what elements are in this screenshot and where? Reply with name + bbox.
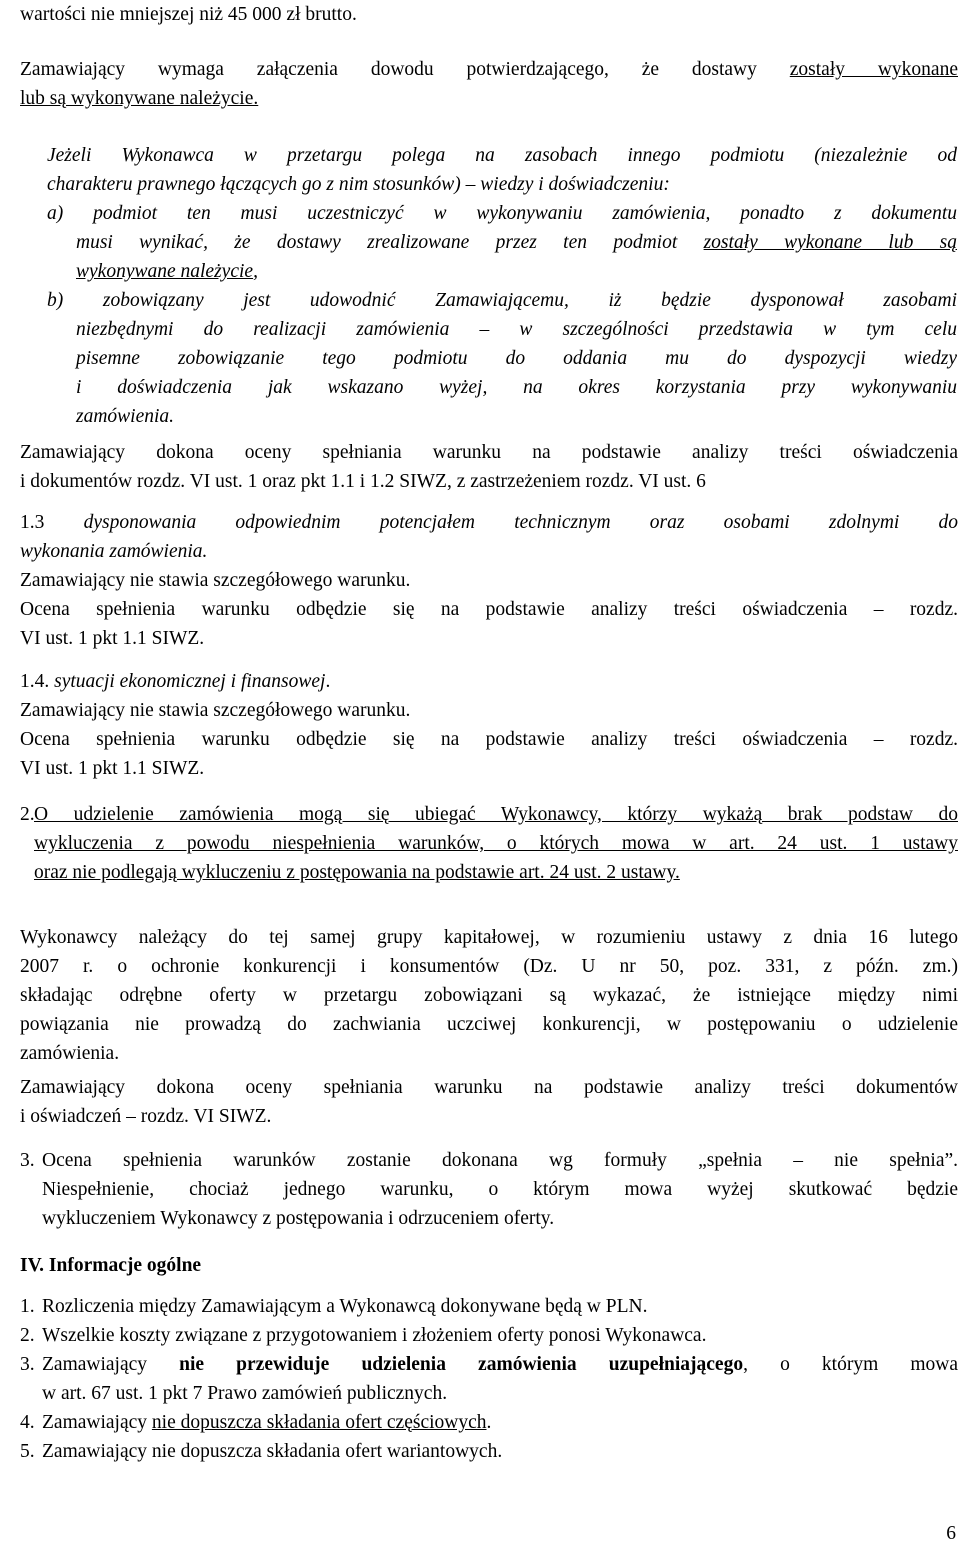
text-line: pisemne zobowiązanie tego podmiotu do oddania mu do dyspozycji wiedzy xyxy=(76,348,957,369)
underlined-text: nie dopuszcza składania ofert częściowych xyxy=(151,1412,487,1433)
underlined-text: zostały wykonane lub są xyxy=(703,232,958,253)
text-line: Ocena spełnienia warunków zostanie dokonana wg formuły „spełnia – nie spełnia”. xyxy=(42,1150,958,1171)
list-number: 2. xyxy=(20,804,35,825)
text-line: Zamawiający nie stawia szczegółowego warunku. xyxy=(20,700,411,721)
text-line: Niespełnienie, chociaż jednego warunku, o którym mowa wyżej skutkować będzie xyxy=(42,1179,958,1200)
list-item-continuation: w art. 67 ust. 1 pkt 7 Prawo zamówień publicznych. xyxy=(42,1383,448,1404)
text-line: Jeżeli Wykonawca w przetargu polega na zasobach innego podmiotu (niezależnie od xyxy=(47,145,957,166)
text-line: wartości nie mniejszej niż 45 000 zł brutto. xyxy=(20,4,357,25)
list-number: 3. xyxy=(20,1150,35,1171)
text-line: oraz nie podlegają wykluczeniu z postępowania na podstawie art. 24 ust. 2 ustawy. xyxy=(34,862,680,883)
text-line: O udzielenie zamówienia mogą się ubiegać Wykonawcy, którzy wykażą brak podstaw do xyxy=(34,804,958,825)
list-number: 5. xyxy=(20,1441,35,1462)
text-line: musi wynikać, że dostawy zrealizowane przez ten podmiot zostały wykonane lub są xyxy=(76,232,958,253)
text-line: niezbędnymi do realizacji zamówienia – w szczególności przedstawia w tym celu xyxy=(76,319,957,340)
list-item: Zamawiający nie dopuszcza składania ofert częściowych. xyxy=(42,1412,492,1433)
text-line: składając odrębne oferty w przetargu zobowiązani są wykazać, że istniejące między nimi xyxy=(20,985,958,1006)
list-item: Zamawiający nie dopuszcza składania ofert wariantowych. xyxy=(42,1441,503,1462)
text-line: 1.3 dysponowania odpowiednim potencjałem technicznym oraz osobami zdolnymi do xyxy=(20,512,959,533)
text-line: wykluczeniem Wykonawcy z postępowania i odrzuceniem oferty. xyxy=(42,1208,555,1229)
bold-text: nie przewiduje udzielenia zamówienia uzupełniającego xyxy=(179,1354,744,1375)
text-line: Wykonawcy należący do tej samej grupy kapitałowej, w rozumieniu ustawy z dnia 16 lutego xyxy=(20,927,958,948)
text-line: Zamawiający nie stawia szczegółowego warunku. xyxy=(20,570,411,591)
text-line: VI ust. 1 pkt 1.1 SIWZ. xyxy=(20,758,205,779)
text-line: 1.4. sytuacji ekonomicznej i finansowej. xyxy=(20,671,331,692)
list-item: Zamawiający nie przewiduje udzielenia zamówienia uzupełniającego, o którym mowa xyxy=(42,1354,959,1375)
page-number: 6 xyxy=(946,1523,956,1544)
list-item: Wszelkie koszty związane z przygotowaniem i złożeniem oferty ponosi Wykonawca. xyxy=(42,1325,707,1346)
text-line: zamówienia. xyxy=(76,406,175,427)
text-line: Zamawiający dokona oceny spełniania warunku na podstawie analizy treści dokumentów xyxy=(20,1077,958,1098)
text-line: zamówienia. xyxy=(20,1043,120,1064)
text-line: Ocena spełnienia warunku odbędzie się na podstawie analizy treści oświadczenia – rozdz. xyxy=(20,729,958,750)
list-item: Rozliczenia między Zamawiającym a Wykonawcą dokonywane będą w PLN. xyxy=(42,1296,648,1317)
list-number: 2. xyxy=(20,1325,35,1346)
text-line: charakteru prawnego łączących go z nim stosunków) – wiedzy i doświadczeniu: xyxy=(47,174,670,195)
text-line: wykonywane należycie, xyxy=(76,261,258,282)
text-line: wykluczenia z powodu niespełnienia warunków, o których mowa w art. 24 ust. 1 ustawy xyxy=(34,833,958,854)
text-line: 2007 r. o ochronie konkurencji i konsumentów (Dz. U nr 50, poz. 331, z późn. zm.) xyxy=(20,956,958,977)
text-line: wykonania zamówienia. xyxy=(20,541,208,562)
list-number: 3. xyxy=(20,1354,35,1375)
text-line: i oświadczeń – rozdz. VI SIWZ. xyxy=(20,1106,272,1127)
underlined-text: lub są wykonywane należycie. xyxy=(20,88,259,109)
underlined-text: wykonywane należycie xyxy=(76,261,254,282)
text-line: Zamawiający wymaga załączenia dowodu potwierdzającego, że dostawy zostały wykonane xyxy=(20,59,958,80)
text-line: Zamawiający dokona oceny spełniania warunku na podstawie analizy treści oświadczenia xyxy=(20,442,958,463)
underlined-text: zostały wykonane xyxy=(789,59,958,80)
section-heading: IV. Informacje ogólne xyxy=(20,1255,202,1276)
text-line: i doświadczenia jak wskazano wyżej, na okres korzystania przy wykonywaniu xyxy=(76,377,957,398)
list-number: 1. xyxy=(20,1296,35,1317)
text-line: Ocena spełnienia warunku odbędzie się na podstawie analizy treści oświadczenia – rozdz. xyxy=(20,599,958,620)
text-line: VI ust. 1 pkt 1.1 SIWZ. xyxy=(20,628,205,649)
text-line: a) podmiot ten musi uczestniczyć w wykonywaniu zamówienia, ponadto z dokumentu xyxy=(47,203,957,224)
text-line: b) zobowiązany jest udowodnić Zamawiającemu, iż będzie dysponował zasobami xyxy=(47,290,957,311)
text-line xyxy=(20,84,958,113)
text-line: powiązania nie prowadzą do zachwiania uczciwej konkurencji, w postępowaniu o udzielenie xyxy=(20,1014,958,1035)
text-line: i dokumentów rozdz. VI ust. 1 oraz pkt 1.1 i 1.2 SIWZ, z zastrzeżeniem rozdz. VI ust. 6 xyxy=(20,471,706,492)
list-number: 4. xyxy=(20,1412,35,1433)
